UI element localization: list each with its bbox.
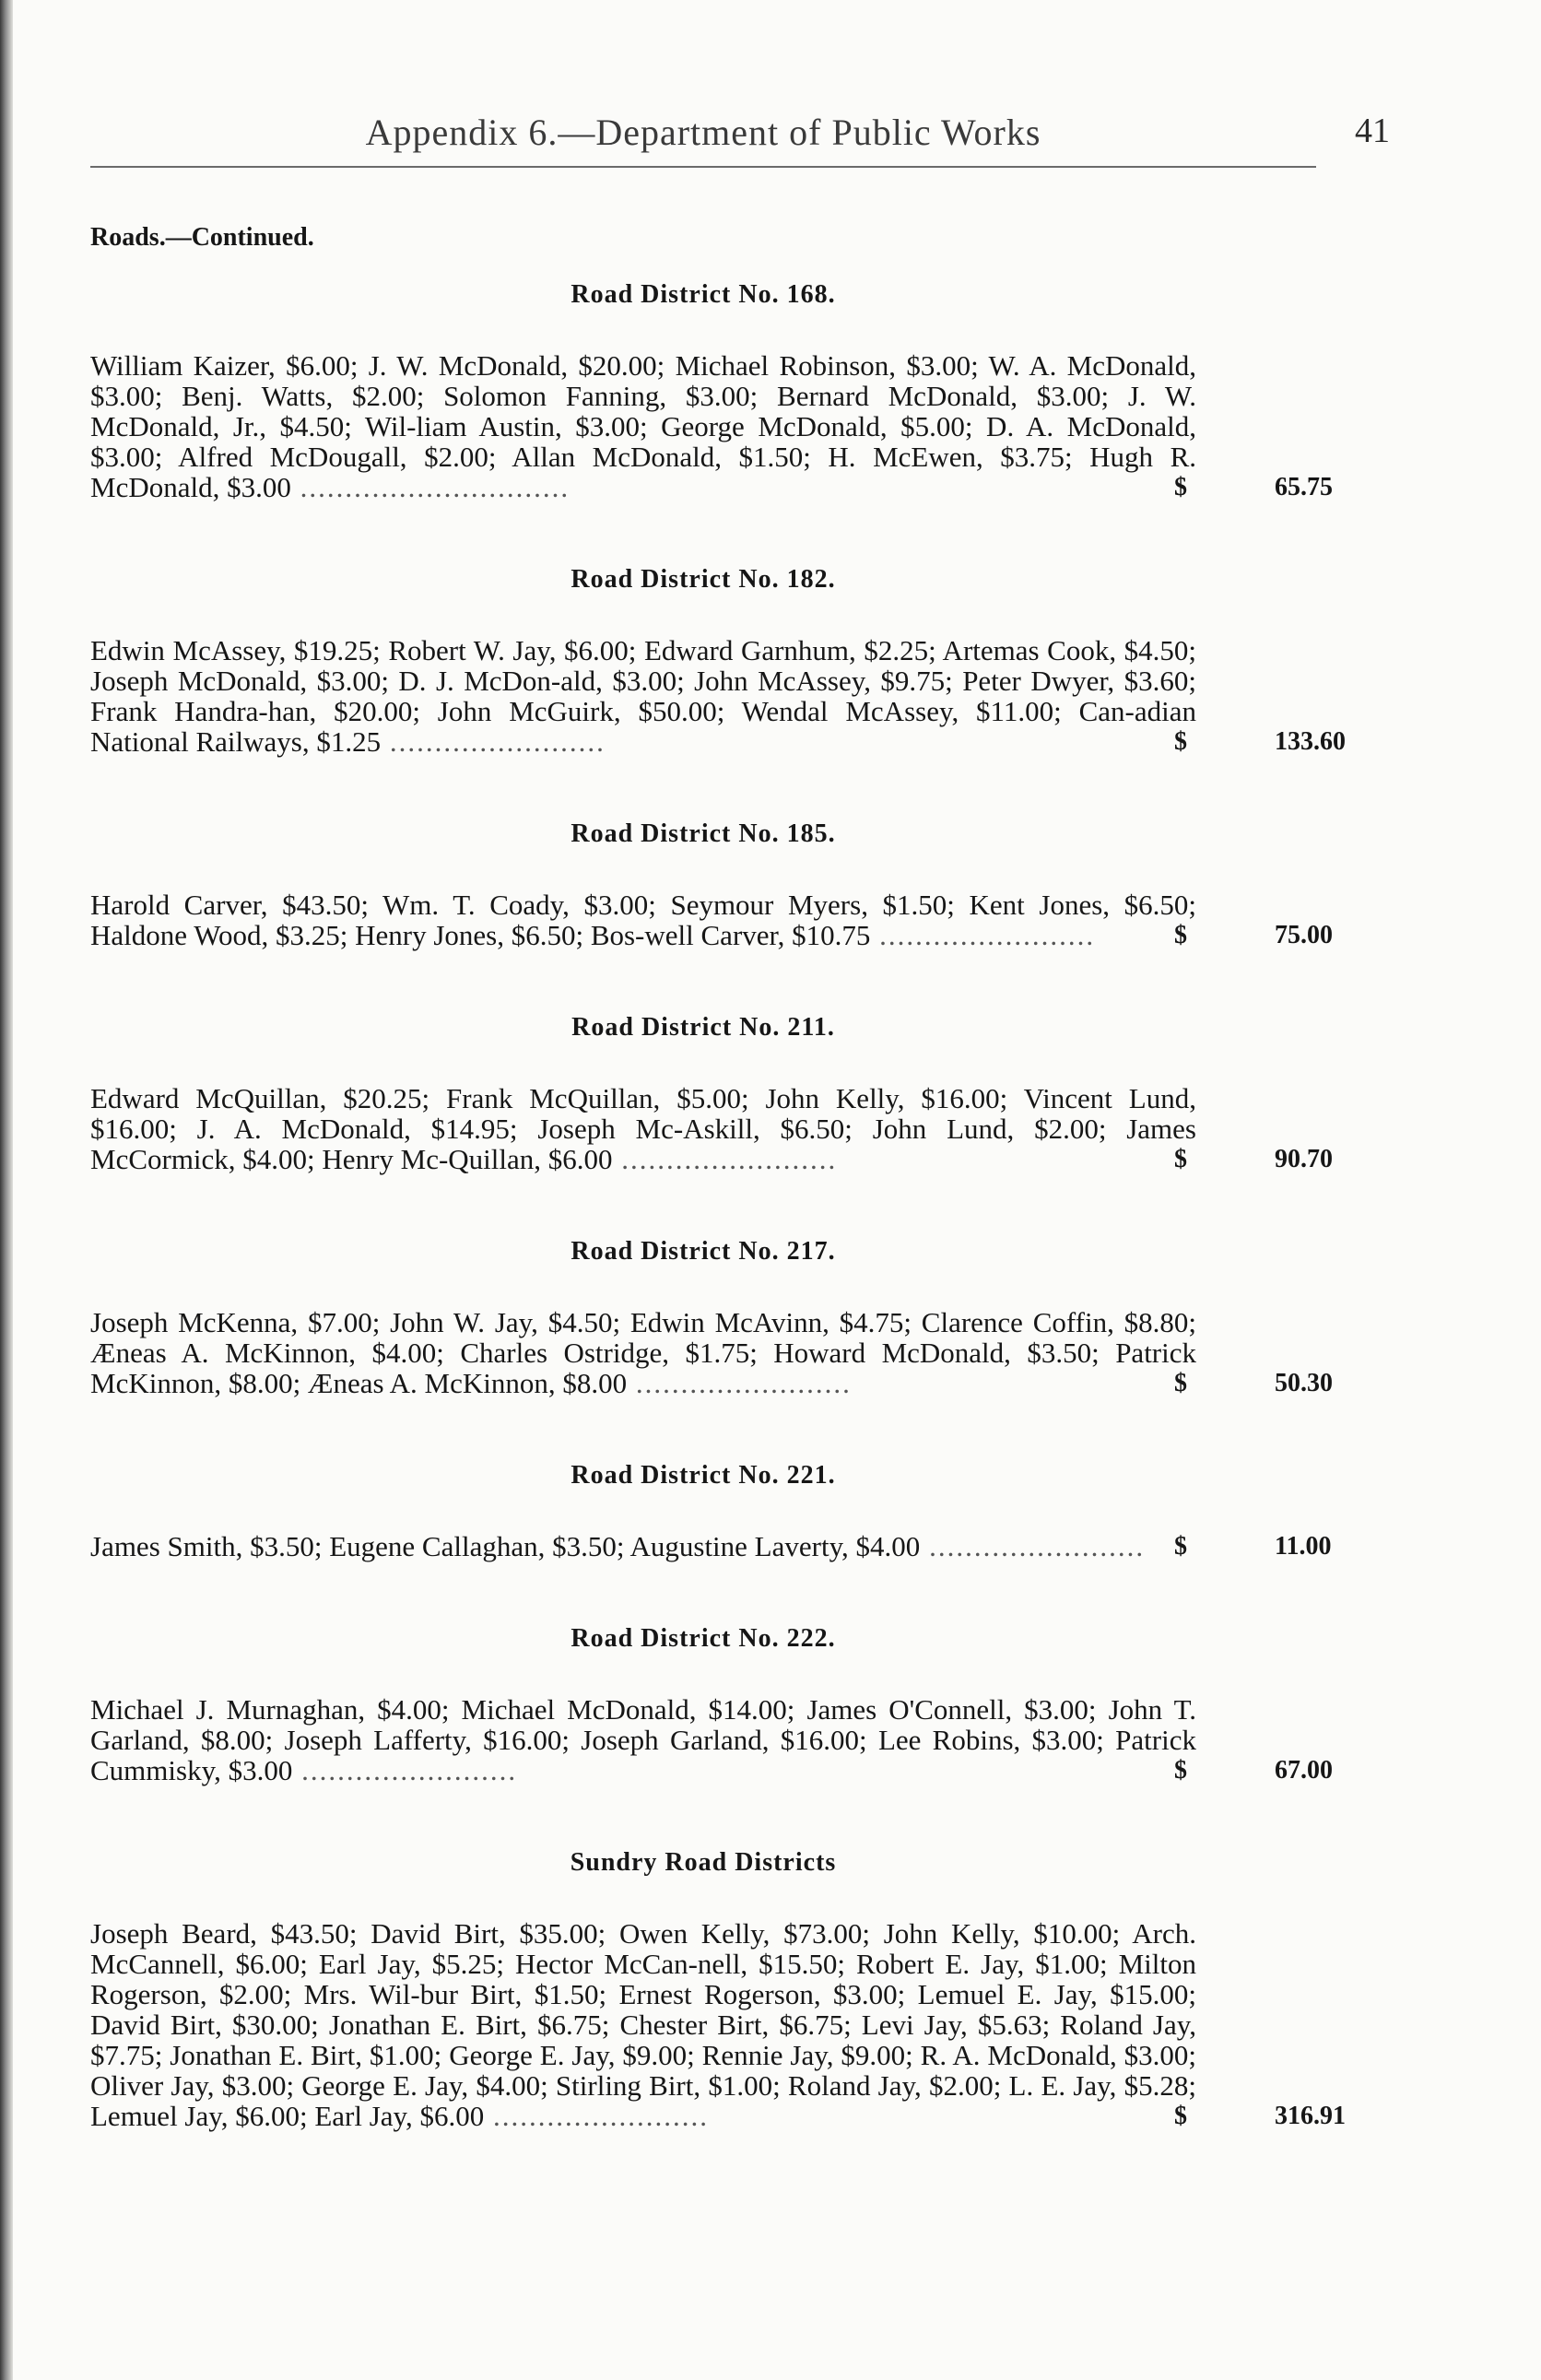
district-entries — [90, 634, 1346, 758]
district-total: 133.60 — [1275, 727, 1346, 756]
currency-symbol: $ — [1174, 2102, 1187, 2130]
payee-list: Edward McQuillan, $20.25; Frank McQuillan, $5.00; John Kelly, $16.00; Vincent Lund, $16.00; J. A. McDonald, $14.95; Joseph Mc-Askill, $6.50; John Lund, $2.00; James McCormick, $4.00; Henry Mc-Quillan, $6.00 — [90, 1082, 1196, 1175]
district-total: 50.30 — [1275, 1369, 1333, 1397]
district-total: 67.00 — [1275, 1756, 1333, 1785]
district-spacer — [90, 1398, 1316, 1433]
road-district — [90, 1461, 1332, 1562]
section-label: Roads.—Continued. — [90, 223, 314, 252]
currency-symbol: $ — [1174, 1145, 1187, 1173]
district-entries — [90, 1917, 1346, 2132]
currency-symbol: $ — [1174, 1532, 1187, 1561]
road-district — [90, 565, 1346, 758]
district-list — [90, 280, 1346, 2166]
district-total: 316.91 — [1275, 2102, 1346, 2130]
district-spacer — [90, 1174, 1316, 1209]
dot-leader: ........................ — [381, 725, 606, 758]
payee-list: Joseph McKenna, $7.00; John W. Jay, $4.50; Edwin McAvinn, $4.75; Clarence Coffin, $8.80; Æneas A. McKinnon, $4.00; Charles Ostridge, $1.75; Howard McDonald, $3.50; Patrick McKinnon, $8.00; Æneas A. McKinnon, $8.00 — [90, 1306, 1196, 1399]
road-district — [90, 1624, 1333, 1786]
district-heading: Road District No. 168. — [571, 280, 836, 309]
currency-symbol: $ — [1174, 473, 1187, 501]
payee-list: James Smith, $3.50; Eugene Callaghan, $3.50; Augustine Laverty, $4.00 — [90, 1530, 921, 1562]
payee-list: Edwin McAssey, $19.25; Robert W. Jay, $6.00; Edward Garnhum, $2.25; Artemas Cook, $4.50; Joseph McDonald, $3.00; D. J. McDon-ald, $3.00; John McAssey, $9.75; Peter Dwyer, $3.60; Frank Handra-han, $20.00; John McGuirk, $50.00; Wendal McAssey, $11.00; Can-adian National Railways, $1.25 — [90, 634, 1196, 758]
district-total: 11.00 — [1275, 1532, 1332, 1561]
district-spacer — [90, 1561, 1316, 1596]
payee-list: William Kaizer, $6.00; J. W. McDonald, $20.00; Michael Robinson, $3.00; W. A. McDonald, $3.00; Benj. Watts, $2.00; Solomon Fanning, $3.00; Bernard McDonald, $3.00; J. W. McDonald, Jr., $4.50; Wil-liam Austin, $3.00; George McDonald, $5.00; D. A. McDonald, $3.00; Alfred McDougall, $2.00; Allan McDonald, $1.50; H. McEwen, $3.75; Hugh R. McDonald, $3.00 — [90, 349, 1196, 503]
binding-edge — [0, 0, 13, 2380]
district-spacer — [90, 2131, 1316, 2166]
district-heading: Road District No. 185. — [571, 819, 836, 848]
page-title: Appendix 6.—Department of Public Works — [365, 112, 1041, 153]
district-heading: Road District No. 221. — [571, 1461, 836, 1490]
road-district — [90, 280, 1333, 503]
district-heading: Road District No. 217. — [571, 1237, 836, 1266]
currency-symbol: $ — [1174, 921, 1187, 949]
dot-leader: ........................ — [484, 2100, 710, 2132]
district-total: 90.70 — [1275, 1145, 1333, 1173]
district-entries — [90, 1306, 1333, 1399]
district-entries — [90, 1082, 1333, 1175]
currency-symbol: $ — [1174, 1369, 1187, 1397]
dot-leader: ........................ — [627, 1367, 852, 1399]
payee-list: Harold Carver, $43.50; Wm. T. Coady, $3.00; Seymour Myers, $1.50; Kent Jones, $6.50; Haldone Wood, $3.25; Henry Jones, $6.50; Bos-well Carver, $10.75 — [90, 889, 1196, 951]
district-entries — [90, 349, 1333, 503]
road-district — [90, 1848, 1346, 2132]
district-spacer — [90, 1785, 1316, 1820]
dot-leader: ........................ — [612, 1143, 838, 1175]
district-heading: Road District No. 182. — [571, 565, 836, 594]
district-entries — [90, 889, 1333, 951]
dot-leader: ........................ — [870, 919, 1096, 951]
district-entries — [90, 1693, 1333, 1786]
dot-leader: .............................. — [290, 471, 571, 503]
district-heading: Sundry Road Districts — [570, 1848, 837, 1877]
road-district — [90, 819, 1333, 951]
currency-symbol: $ — [1174, 1756, 1187, 1785]
currency-symbol: $ — [1174, 727, 1187, 756]
district-heading: Road District No. 222. — [571, 1624, 836, 1653]
road-district — [90, 1013, 1333, 1175]
district-heading: Road District No. 211. — [571, 1013, 835, 1042]
district-total: 65.75 — [1275, 473, 1333, 501]
district-spacer — [90, 757, 1316, 792]
payee-list: Joseph Beard, $43.50; David Birt, $35.00; Owen Kelly, $73.00; John Kelly, $10.00; Arch. McCannell, $6.00; Earl Jay, $5.25; Hector McCan-nell, $15.50; Robert E. Jay, $1.00; Milton Rogerson, $2.00; Mrs. Wil-bur Birt, $1.50; Ernest Rogerson, $3.00; Lemuel E. Jay, $15.00; David Birt, $30.00; Jonathan E. Birt, $6.75; Chester Birt, $6.75; Levi Jay, $5.63; Roland Jay, $7.75; Jonathan E. Birt, $1.00; George E. Jay, $9.00; Rennie Jay, $9.00; R. A. McDonald, $3.00; Oliver Jay, $3.00; George E. Jay, $4.00; Stirling Birt, $1.00; Roland Jay, $2.00; L. E. Jay, $5.28; Lemuel Jay, $6.00; Earl Jay, $6.00 — [90, 1917, 1196, 2132]
running-head — [90, 111, 1390, 168]
dot-leader: ........................ — [292, 1754, 518, 1786]
road-district — [90, 1237, 1333, 1399]
district-spacer — [90, 950, 1316, 985]
district-spacer — [90, 502, 1316, 537]
district-entries — [90, 1530, 1332, 1562]
payee-list: Michael J. Murnaghan, $4.00; Michael McDonald, $14.00; James O'Connell, $3.00; John T. Garland, $8.00; Joseph Lafferty, $16.00; Joseph Garland, $16.00; Lee Robins, $3.00; Patrick Cummisky, $3.00 — [90, 1693, 1196, 1786]
page-number: 41 — [1355, 112, 1390, 150]
document-page — [90, 111, 1390, 2166]
district-total: 75.00 — [1275, 921, 1333, 949]
dot-leader: ........................ — [920, 1530, 1146, 1562]
